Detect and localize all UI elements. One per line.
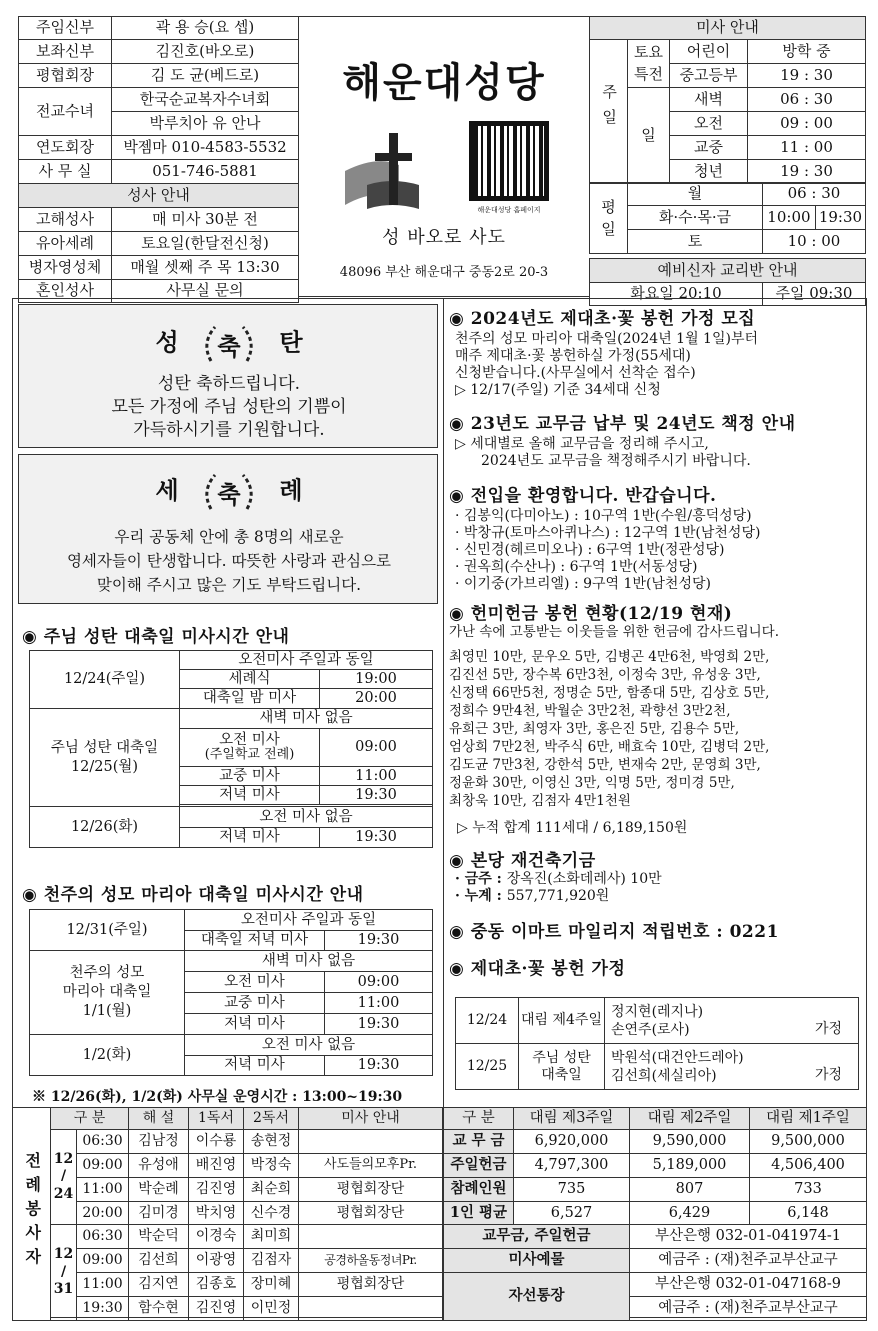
finance-value: 733: [750, 1178, 867, 1202]
fund-value: 장옥진(소화데레사) 10만: [506, 871, 662, 887]
notice-intro: 가난 속에 고통받는 이웃들을 위한 헌금에 감사드립니다.: [449, 624, 779, 640]
wreath-icon: [201, 321, 257, 367]
mass-a: 오전 미사: [219, 731, 280, 748]
mass-time: 09 : 00: [748, 112, 866, 136]
notice-line: ▷ 세대별로 올해 교무금을 정리해 주시고,: [455, 436, 709, 452]
baptism-t2: 례: [279, 475, 303, 505]
date-cell: 12/31(주일): [30, 910, 185, 951]
staff-value: 박루치아 유 안나: [112, 112, 299, 136]
time-cell: 20:00: [320, 689, 433, 709]
server-cell: 11:00: [77, 1273, 129, 1297]
donation-total: ▷ 누적 합계 111세대 / 6,189,150원: [457, 820, 688, 836]
flower-name: 손연주(로사): [611, 1021, 690, 1038]
finance-value: 4,797,300: [514, 1154, 630, 1178]
staff-value: 김진호(바오로): [112, 40, 299, 64]
server-cell: [299, 1297, 443, 1321]
notice-line: 천주의 성모 마리아 대축일(2024년 1월 1일)부터: [455, 331, 759, 347]
donation-line: 김진선 5만, 장수복 6만3천, 이정숙 3만, 유성웅 3만,: [449, 667, 761, 683]
mass-cell: 대축일 저녁 미사: [185, 931, 325, 951]
mass-time: 11 : 00: [748, 136, 866, 160]
catechumen-tue: 화요일 20:10: [590, 283, 763, 306]
donation-line: 신정택 66만5천, 정명순 5만, 함종대 5만, 김상호 5만,: [449, 685, 770, 701]
server-cell: 평협회장단: [299, 1202, 443, 1225]
server-cell: 함수현: [129, 1297, 189, 1321]
flower-names: [605, 1044, 859, 1090]
flower-suffix: 가정: [814, 1067, 842, 1083]
fund-key: · 누계 :: [455, 888, 507, 904]
server-cell: 공경하올동정녀Pr.: [299, 1249, 443, 1273]
mass-cell: 저녁 미사: [185, 1014, 325, 1035]
donation-line: 정윤화 30만, 이영신 3만, 익명 5만, 정미경 5만,: [449, 775, 735, 791]
center-header: [299, 16, 589, 297]
finance-header: 구 분: [444, 1108, 514, 1130]
baptism-box: [18, 454, 438, 604]
finance-value: 6,920,000: [514, 1130, 630, 1154]
staff-value: 박젬마 010-4583-5532: [112, 136, 299, 160]
date-b: 마리아 대축일: [62, 984, 152, 1001]
account-holder: 예금주 : (재)천주교부산교구: [630, 1249, 867, 1273]
sunday-label: [590, 40, 628, 184]
mass-cell: [180, 729, 320, 767]
date-a: 천주의 성모: [69, 965, 145, 982]
server-cell: 송현정: [244, 1130, 299, 1154]
stamp-char: 축: [217, 332, 241, 361]
account-label: 자선통장: [444, 1273, 630, 1321]
mass-time: 19 : 30: [748, 64, 866, 88]
servers-date: [51, 1130, 77, 1225]
server-cell: 19:30: [77, 1297, 129, 1321]
server-cell: 배진영: [189, 1154, 244, 1178]
finance-label: 교 무 금: [444, 1130, 514, 1154]
staff-label: 연도회장: [19, 136, 112, 160]
server-cell: 최순희: [244, 1178, 299, 1202]
finance-header: 대림 제2주일: [630, 1108, 750, 1130]
xmas-mass-title: ◉ 주님 성탄 대축일 미사시간 안내: [22, 627, 290, 647]
server-cell: 김진영: [189, 1297, 244, 1321]
notice-line: · 신민경(헤르미오나) : 6구역 1반(정관성당): [455, 542, 725, 558]
notice-line: 신청받습니다.(사무실에서 선착순 접수): [455, 365, 696, 381]
servers-date: [51, 1225, 77, 1321]
sacrament-label: 유아세례: [19, 232, 112, 256]
staff-label: 평협회장: [19, 64, 112, 88]
mass-label: 새벽: [670, 88, 748, 112]
time-cell: 11:00: [325, 993, 433, 1014]
servers-table: [12, 1107, 443, 1321]
time-cell: 19:30: [320, 828, 433, 848]
mass-time: 19:30: [815, 206, 865, 230]
flower-week: [519, 998, 605, 1044]
staff-value: 곽 용 승(요 셉): [112, 17, 299, 40]
mass-time: 방학 중: [748, 40, 866, 64]
fund-key: · 금주 :: [455, 871, 507, 887]
date-a: 주님 성탄 대축일: [50, 739, 159, 756]
mary-mass-title: ◉ 천주의 성모 마리아 대축일 미사시간 안내: [22, 885, 364, 905]
staff-value: 김 도 균(베드로): [112, 64, 299, 88]
church-motto: 성 바오로 사도: [382, 227, 506, 248]
mass-b: (주일학교 전례): [204, 747, 295, 763]
sacrament-label: 고해성사: [19, 208, 112, 232]
stamp-char: 축: [217, 480, 241, 509]
servers-header: 1독서: [189, 1108, 244, 1130]
server-cell: 09:00: [77, 1249, 129, 1273]
finance-header: 대림 제3주일: [514, 1108, 630, 1130]
church-name: 해운대성당: [342, 60, 546, 106]
donation-line: 유희근 3만, 최영자 3만, 홍은진 5만, 김용수 5만,: [449, 721, 740, 737]
qr-code[interactable]: [469, 121, 549, 201]
fund-line: [455, 888, 863, 905]
baptism-heading: [19, 469, 439, 515]
church-logo-icon: [337, 125, 437, 215]
weekday-a: 평: [601, 197, 616, 216]
finance-value: 9,500,000: [750, 1130, 867, 1154]
finance-label: 참례인원: [444, 1178, 514, 1202]
account-number: 부산은행 032-01-041974-1: [630, 1225, 867, 1249]
mass-label: 화·수·목·금: [628, 206, 763, 230]
server-cell: 이수룡: [189, 1130, 244, 1154]
finance-value: 735: [514, 1178, 630, 1202]
notice-line: · 김봉익(다미아노) : 10구역 1반(수원/흥덕성당): [455, 508, 752, 524]
weekday-label: [590, 183, 628, 254]
notice-line: · 이기중(가브리엘) : 9구역 1반(남천성당): [455, 576, 711, 592]
server-cell: 06:30: [77, 1130, 129, 1154]
server-cell: 박순례: [129, 1178, 189, 1202]
time-cell: 09:00: [320, 729, 433, 767]
server-cell: 사도들의모후Pr.: [299, 1154, 443, 1178]
mass-label: 교중: [670, 136, 748, 160]
servers-header: 2독서: [244, 1108, 299, 1130]
saturday-label: [628, 40, 670, 88]
christmas-line: 모든 가정에 주님 성탄의 기쁨이: [111, 397, 347, 417]
christmas-t2: 탄: [279, 327, 303, 357]
notices: [449, 304, 863, 979]
mass-time: 06 : 30: [762, 183, 865, 206]
mass-cell: 오전미사 주일과 동일: [180, 651, 433, 670]
baptism-line: 우리 공동체 안에 총 8명의 새로운: [114, 528, 344, 546]
mass-label: 월: [628, 183, 763, 206]
time-cell: 19:30: [320, 786, 433, 805]
server-cell: 김미경: [129, 1202, 189, 1225]
flower-week: [519, 1044, 605, 1090]
server-cell: [299, 1130, 443, 1154]
server-cell: [299, 1225, 443, 1249]
weekday-b: 일: [601, 220, 616, 238]
server-cell: 김진영: [189, 1178, 244, 1202]
staff-label: 보좌신부: [19, 40, 112, 64]
church-address: 48096 부산 해운대구 중동2로 20-3: [339, 265, 549, 280]
notice-title: ◉ 제대초·꽃 봉헌 가정: [449, 959, 626, 979]
date-part: /: [60, 1168, 67, 1185]
time-cell: 19:00: [320, 670, 433, 689]
account-label: 미사예물: [444, 1249, 630, 1273]
fund-value: 557,771,920원: [506, 888, 610, 904]
notice-title: ◉ 헌미헌금 봉헌 현황(12/19 현재): [449, 604, 733, 624]
sacrament-value: 사무실 문의: [112, 280, 299, 303]
date-cell: [30, 709, 180, 807]
wreath-icon: [201, 469, 257, 515]
notice-line: 매주 제대초·꽃 봉헌하실 가정(55세대): [455, 348, 691, 364]
servers-side-label: [13, 1108, 51, 1321]
server-cell: 평협회장단: [299, 1273, 443, 1297]
notice-line: · 박창규(토마스아퀴나스) : 12구역 1반(남천성당): [455, 525, 761, 541]
date-c: 1/1(월): [82, 1002, 132, 1019]
mass-time: 19 : 30: [748, 160, 866, 184]
time-cell: 19:30: [325, 1056, 433, 1076]
account-number: 부산은행 032-01-047168-9: [630, 1273, 867, 1297]
server-cell: 06:30: [77, 1225, 129, 1249]
server-cell: 20:00: [77, 1202, 129, 1225]
flower-week-a: 대림 제4주일: [521, 1012, 602, 1029]
catechumen-sun: 주일 09:30: [762, 283, 865, 306]
sacrament-label: 혼인성사: [19, 280, 112, 303]
server-cell: 이민정: [244, 1297, 299, 1321]
mass-cell: 새벽 미사 없음: [185, 951, 433, 972]
mass-label: 어린이: [670, 40, 748, 64]
date-part: 12: [53, 1150, 74, 1167]
finance-label: 주일헌금: [444, 1154, 514, 1178]
notice-title: ◉ 23년도 교무금 납부 및 24년도 책정 안내: [449, 414, 796, 434]
servers-side-text: 전례봉사자: [22, 1151, 42, 1272]
time-cell: 19:30: [325, 1014, 433, 1035]
servers-header: 해 설: [129, 1108, 189, 1130]
server-cell: 박정숙: [244, 1154, 299, 1178]
mass-cell: 교중 미사: [180, 767, 320, 786]
baptism-line: 영세자들이 탄생합니다. 따뜻한 사랑과 관심으로: [66, 552, 392, 570]
staff-value: 한국순교복자수녀회: [112, 88, 299, 112]
date-part: 31: [53, 1281, 74, 1298]
notice-line: · 권옥희(수산나) : 6구역 1반(서동성당): [455, 559, 698, 575]
finance-value: 6,148: [750, 1202, 867, 1225]
server-cell: 이경숙: [189, 1225, 244, 1249]
mass-time: 10:00: [762, 206, 815, 230]
christmas-box: [18, 304, 438, 448]
mass-cell: 오전 미사 없음: [185, 1035, 433, 1056]
server-cell: 최미희: [244, 1225, 299, 1249]
server-cell: 김선희: [129, 1249, 189, 1273]
server-cell: 김지연: [129, 1273, 189, 1297]
sacrament-value: 매월 셋째 주 목 13:30: [112, 256, 299, 280]
flower-week-b: 대축일: [541, 1066, 582, 1083]
server-cell: 09:00: [77, 1154, 129, 1178]
flower-suffix: 가정: [814, 1021, 842, 1037]
flower-name: 정지현(레지나): [611, 1003, 704, 1020]
mass-cell: 저녁 미사: [180, 828, 320, 848]
notice-title: ◉ 2024년도 제대초·꽃 봉헌 가정 모집: [449, 309, 756, 329]
finance-table: [443, 1107, 867, 1321]
fund-line: [455, 871, 863, 888]
christmas-t1: 성: [155, 327, 179, 357]
mass-label: 중고등부: [670, 64, 748, 88]
date-cell: 12/26(화): [30, 807, 180, 848]
flower-name: 박원석(대건안드레아): [611, 1049, 744, 1066]
notice-title: ◉ 중동 이마트 마일리지 적립번호 : 0221: [449, 922, 779, 942]
mass-cell: 오전미사 주일과 동일: [185, 910, 433, 931]
server-cell: 김종호: [189, 1273, 244, 1297]
baptism-t1: 세: [155, 475, 179, 505]
server-cell: 11:00: [77, 1178, 129, 1202]
mass-cell: 오전 미사: [185, 972, 325, 993]
finance-value: 807: [630, 1178, 750, 1202]
sat-a: 토요: [634, 42, 663, 61]
server-cell: 장미혜: [244, 1273, 299, 1297]
sunday-text: 주일: [600, 84, 619, 135]
sunday-day: 일: [628, 88, 670, 184]
mass-label: 토: [628, 230, 763, 254]
staff-label: 전교수녀: [19, 88, 112, 136]
flower-names: [605, 998, 859, 1044]
date-cell: 12/24(주일): [30, 651, 180, 709]
mass-title: 미사 안내: [590, 17, 866, 40]
baptism-line: 맞이해 주시고 많은 기도 부탁드립니다.: [96, 576, 362, 594]
mass-cell: 저녁 미사: [185, 1056, 325, 1076]
server-cell: 박치영: [189, 1202, 244, 1225]
finance-value: 5,189,000: [630, 1154, 750, 1178]
mass-time: 10 : 00: [762, 230, 865, 254]
flower-date: 12/24: [456, 998, 519, 1044]
date-b: 12/25(월): [70, 758, 139, 775]
sacraments-title: 성사 안내: [19, 184, 299, 208]
donation-line: 최영민 10만, 문우오 5만, 김병곤 4만6천, 박영희 2만,: [449, 649, 770, 665]
donation-line: 엄상희 7만2천, 박주식 6만, 배효숙 10만, 김병덕 2만,: [449, 739, 770, 755]
date-part: 12: [53, 1246, 74, 1263]
notice-line: ▷ 12/17(주일) 기준 34세대 신청: [455, 382, 661, 398]
mass-schedule: [589, 16, 866, 184]
flower-name: 김선희(세실리아): [611, 1067, 717, 1084]
account-label: 교무금, 주일헌금: [444, 1225, 630, 1249]
mass-cell: 교중 미사: [185, 993, 325, 1014]
server-cell: 신수경: [244, 1202, 299, 1225]
finance-value: 9,590,000: [630, 1130, 750, 1154]
servers-header: 구 분: [51, 1108, 129, 1130]
server-cell: 김남정: [129, 1130, 189, 1154]
finance-header: 대림 제1주일: [750, 1108, 867, 1130]
mass-label: 청년: [670, 160, 748, 184]
donation-line: 최창욱 10만, 김점자 4만1천원: [449, 793, 631, 809]
altar-flower-table: [455, 997, 859, 1090]
finance-label: 1인 평균: [444, 1202, 514, 1225]
sacrament-label: 병자영성체: [19, 256, 112, 280]
christmas-line: 가득하시기를 기원합니다.: [133, 420, 325, 440]
finance-value: 4,506,400: [750, 1154, 867, 1178]
xmas-mass-table: [29, 650, 433, 848]
christmas-heading: [19, 321, 439, 367]
date-part: /: [60, 1263, 67, 1280]
server-cell: 평협회장단: [299, 1178, 443, 1202]
weekday-schedule: [589, 182, 866, 306]
christmas-line: 성탄 축하드립니다.: [157, 374, 301, 394]
servers-header: 미사 안내: [299, 1108, 443, 1130]
staff-table: [18, 16, 299, 303]
flower-week-a: 주님 성탄: [532, 1050, 591, 1067]
account-holder: 예금주 : (재)천주교부산교구: [630, 1297, 867, 1321]
mass-cell: 대축일 밤 미사: [180, 689, 320, 709]
mass-cell: 저녁 미사: [180, 786, 320, 805]
server-cell: 유성애: [129, 1154, 189, 1178]
mass-label: 오전: [670, 112, 748, 136]
flower-date: 12/25: [456, 1044, 519, 1090]
donation-line: 김도균 7만3천, 강한석 5만, 변재숙 2만, 문영희 3만,: [449, 757, 761, 773]
date-cell: [30, 951, 185, 1035]
mass-cell: 세례식: [180, 670, 320, 689]
mass-cell: 새벽 미사 없음: [180, 709, 433, 729]
time-cell: 11:00: [320, 767, 433, 786]
column-divider: [443, 298, 444, 1108]
staff-label: 주임신부: [19, 17, 112, 40]
date-cell: 1/2(화): [30, 1035, 185, 1076]
sacrament-value: 매 미사 30분 전: [112, 208, 299, 232]
qr-caption: 해운대성당 홈페이지: [477, 206, 541, 214]
notice-title: ◉ 전입을 환영합니다. 반갑습니다.: [449, 486, 717, 506]
staff-value: 051-746-5881: [112, 160, 299, 184]
server-cell: 박순덕: [129, 1225, 189, 1249]
finance-value: 6,527: [514, 1202, 630, 1225]
notice-title: ◉ 본당 재건축기금: [449, 851, 596, 871]
sat-b: 특전: [634, 64, 663, 83]
catechumen-title: 예비신자 교리반 안내: [590, 259, 866, 283]
time-cell: 19:30: [325, 931, 433, 951]
staff-label: 사 무 실: [19, 160, 112, 184]
mary-mass-table: [29, 909, 433, 1076]
donation-line: 정희수 9만4천, 박월순 3만2천, 곽향선 3만2천,: [449, 703, 731, 719]
server-cell: 김점자: [244, 1249, 299, 1273]
mass-time: 06 : 30: [748, 88, 866, 112]
finance-value: 6,429: [630, 1202, 750, 1225]
office-hours-note: ※ 12/26(화), 1/2(화) 사무실 운영시간 : 13:00~19:30: [32, 1089, 403, 1105]
time-cell: 09:00: [325, 972, 433, 993]
server-cell: 이광영: [189, 1249, 244, 1273]
sacrament-value: 토요일(한달전신청): [112, 232, 299, 256]
notice-line: 2024년도 교무금을 책정해주시기 바랍니다.: [481, 453, 751, 469]
date-part: 24: [53, 1185, 74, 1202]
mass-cell: 오전 미사 없음: [180, 807, 433, 828]
